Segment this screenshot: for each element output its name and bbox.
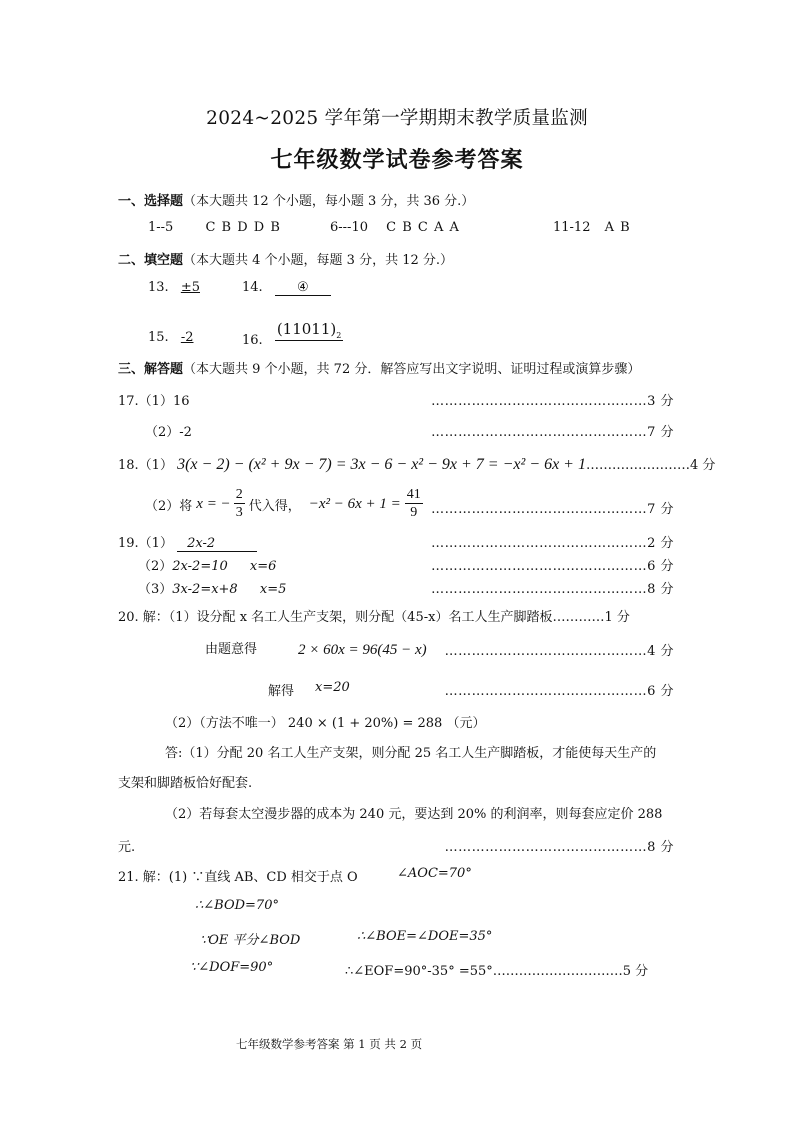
- q14-answer: ④: [275, 280, 331, 296]
- choice-answers: C B D D B: [205, 220, 281, 235]
- fill-q15: [148, 330, 194, 345]
- q20-solution: x=20: [315, 680, 350, 695]
- q13-answer: ±5: [180, 280, 200, 295]
- q18-part2: [145, 488, 423, 520]
- section3-heading-line: [118, 358, 640, 377]
- q16-base: 2: [336, 331, 342, 340]
- q17-part2-score: …………………………………………7 分: [431, 425, 674, 440]
- q18-part2-label: （2）将: [145, 498, 193, 514]
- q19-part2-score: …………………………………………6 分: [431, 559, 674, 574]
- q19-part3-solution: x=5: [259, 582, 287, 597]
- q16-answer-wrap: [275, 320, 344, 341]
- q18-part1-score: ……………………4 分: [585, 458, 716, 473]
- q21-line2: ∴∠BOD=70°: [195, 898, 279, 913]
- q15-answer: -2: [180, 330, 194, 345]
- q20-solution-score: ………………………………………6 分: [444, 684, 674, 699]
- q21-line3-reason: ∵OE 平分∠BOD: [200, 933, 301, 948]
- page-footer: 七年级数学参考答案 第 1 页 共 2 页: [236, 1037, 423, 1051]
- choice-range: 6---10: [330, 220, 368, 235]
- q19-part2: [138, 555, 276, 574]
- section2-heading-line: [118, 249, 453, 268]
- q19-part3: [138, 578, 286, 597]
- section3-heading: 三、解答题: [118, 362, 184, 377]
- q13-label: 13.: [148, 280, 169, 295]
- choice-range: 11-12: [553, 220, 591, 235]
- q21-line4-result: ∴∠EOF=90°-35° =55°…………………………5 分: [345, 964, 649, 979]
- q18-part2-fraction: [234, 488, 245, 520]
- fraction-denominator: 3: [235, 505, 243, 520]
- fill-q16: [242, 320, 343, 348]
- answer-key-subtitle: 七年级数学试卷参考答案: [270, 148, 524, 173]
- section1-heading-line: [118, 190, 474, 209]
- q20-answer1-line2: 支架和脚踏板恰好配套.: [118, 776, 253, 791]
- section3-note: （本大题共 9 个小题，共 72 分．解答应写出文字说明、证明过程或演算步骤）: [183, 362, 641, 377]
- q16-answer: (11011): [276, 320, 337, 338]
- choice-range: 1--5: [148, 220, 174, 235]
- q18-part1-label: 18.（1）: [118, 458, 173, 473]
- q19-part2-solution: x=6: [249, 559, 277, 574]
- q19-part1: [118, 532, 257, 552]
- q20-solve-label: 解得: [268, 684, 295, 699]
- q18-part1-expression: 3(x − 2) − (x² + 9x − 7) = 3x − 6 − x² − 9x + 7 = −x² − 6x + 1: [177, 456, 586, 473]
- q19-part2-equation: 2x-2=10: [172, 559, 228, 574]
- q19-part3-label: （3）: [138, 582, 173, 597]
- q19-part3-equation: 3x-2=x+8: [172, 582, 238, 597]
- q19-part1-score: …………………………………………2 分: [431, 536, 674, 551]
- q19-part2-label: （2）: [138, 559, 173, 574]
- q20-part2: （2）（方法不唯一） 240 × (1 + 20%) = 288 （元）: [165, 716, 486, 731]
- q17-part1-score: …………………………………………3 分: [431, 394, 674, 409]
- q18-part2-substitute: 代入得，: [248, 498, 301, 514]
- q21-given-angle: ∠AOC=70°: [397, 866, 472, 881]
- choice-answers: C B C A A: [386, 220, 460, 235]
- fraction-numerator: 2: [235, 487, 243, 502]
- q15-label: 15.: [148, 330, 169, 345]
- q21-line3-result: ∴∠BOE=∠DOE=35°: [357, 929, 493, 944]
- section2-heading: 二、填空题: [118, 253, 184, 268]
- q20-equation-label: 由题意得: [205, 642, 258, 657]
- fraction-numerator: 41: [406, 487, 421, 502]
- q21-line1: 21. 解：(1) ∵直线 AB、CD 相交于点 O: [118, 870, 358, 885]
- choice-group-2: [330, 220, 460, 235]
- q19-part1-label: 19.（1）: [118, 536, 173, 551]
- q20-answer1-line1: 答:（1）分配 20 名工人生产支架，则分配 25 名工人生产脚踏板，才能使每天生产的: [165, 746, 657, 761]
- q20-setup: 20. 解：（1）设分配 x 名工人生产支架，则分配（45-x）名工人生产脚踏板…………1 分: [118, 610, 630, 625]
- exam-title: 2024~2025 学年第一学期期末教学质量监测: [206, 108, 588, 129]
- fill-q14: [242, 280, 331, 296]
- q17-part2: （2）-2: [145, 425, 192, 440]
- q17-part1: 17.（1）16: [118, 394, 190, 409]
- choice-answers: A B: [604, 220, 631, 235]
- section1-heading: 一、选择题: [118, 194, 184, 209]
- q19-part1-answer: 2x-2: [177, 536, 257, 552]
- fraction-denominator: 9: [410, 505, 418, 520]
- q14-label: 14.: [242, 280, 263, 295]
- q18-part2-x: x = −: [196, 495, 231, 512]
- q20-equation: 2 × 60x = 96(45 − x): [298, 642, 427, 658]
- fill-q13: [148, 280, 200, 295]
- q19-part3-score: …………………………………………8 分: [431, 582, 674, 597]
- q20-answer2-score: ………………………………………8 分: [444, 840, 674, 855]
- q16-label: 16.: [242, 333, 263, 348]
- q18-part1: [118, 454, 715, 474]
- choice-group-3: [553, 220, 631, 235]
- q20-answer2-line2: 元.: [118, 840, 136, 855]
- choice-group-1: [148, 220, 281, 235]
- q20-answer2-line1: （2）若每套太空漫步器的成本为 240 元，要达到 20% 的利润率，则每套应定价 288: [165, 807, 663, 822]
- section1-note: （本大题共 12 个小题，每小题 3 分，共 36 分.）: [183, 194, 475, 209]
- q21-line4-reason: ∵∠DOF=90°: [190, 960, 274, 975]
- q20-equation-score: ………………………………………4 分: [444, 644, 674, 659]
- section2-note: （本大题共 4 个小题，每题 3 分，共 12 分.）: [183, 253, 454, 268]
- q18-part2-result: [405, 488, 423, 520]
- q18-part2-score: …………………………………………7 分: [431, 502, 674, 517]
- q18-part2-expression: −x² − 6x + 1 =: [308, 495, 401, 512]
